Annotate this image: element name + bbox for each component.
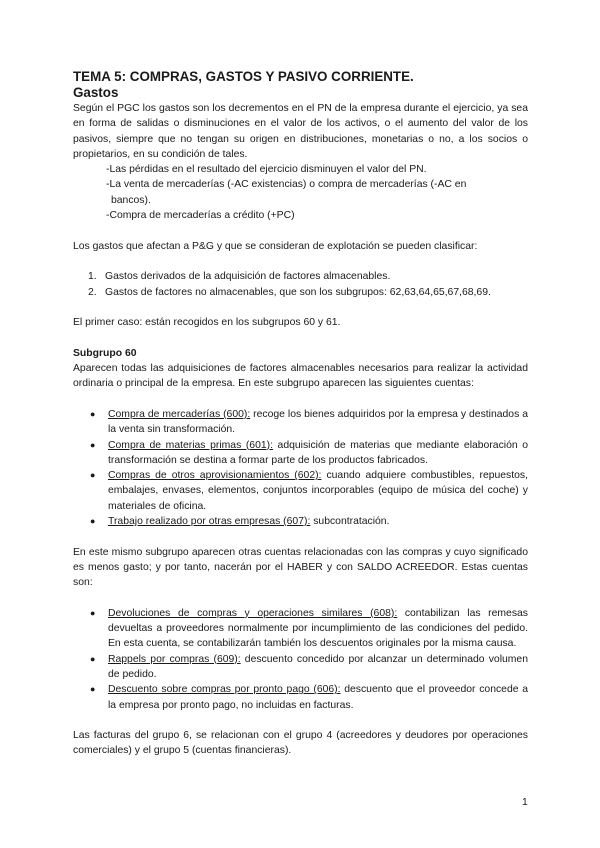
dash-item: -La venta de mercaderías (-AC existencias) o compra de mercaderías (-AC en [106, 179, 467, 191]
account-term: Devoluciones de compras y operaciones similares (608): [108, 607, 398, 619]
account-desc: cuando adquiere combustibles, repuestos, embalajes, envases, elementos, conjuntos incorporables (equipo de música del coche) y materiales de oficina. [108, 470, 528, 512]
classify-paragraph: Los gastos que afectan a P&G y que se consideran de explotación se pueden clasificar: [73, 240, 478, 252]
list-item [73, 652, 528, 683]
dash-list [73, 162, 528, 223]
intro-paragraph: Según el PGC los gastos son los decrementos en el PN de la empresa durante el ejercicio, ya sea en forma de salidas o disminuciones en el valor de los activos, o el aumento del valor de los pasivos, siempre que no tengan su origen en distribuciones, monetarias o no, a los socios o propietarios, en su condición de tales. [73, 103, 528, 160]
list-item [73, 468, 528, 514]
numbered-item [73, 269, 528, 284]
bullet-icon: ● [90, 653, 96, 664]
item-text: Gastos derivados de la adquisición de factores almacenables. [105, 271, 391, 283]
accounts-list [73, 407, 528, 529]
list-item [73, 606, 528, 652]
bullet-icon: ● [90, 684, 96, 695]
list-item [73, 514, 528, 529]
subgroup-title: Subgrupo 60 [73, 347, 137, 359]
item-text: Gastos de factores no almacenables, que son los subgrupos: 62,63,64,65,67,68,69. [105, 286, 491, 298]
dash-item: -Las pérdidas en el resultado del ejercicio disminuyen el valor del PN. [106, 164, 427, 176]
account-desc: descuento concedido por alcanzar un determinado volumen de pedido. [108, 653, 528, 680]
numbered-item [73, 285, 528, 300]
subgroup-intro: Aparecen todas las adquisiciones de factores almacenables necesarios para realizar la actividad ordinaria o principal de la empresa. En este subgrupo aparecen las siguientes cuentas: [73, 363, 528, 390]
page-number: 1 [522, 797, 528, 808]
account-desc: adquisición de materias que mediante elaboración o transformación se destina a formar parte de los productos fabricados. [108, 439, 528, 466]
bullet-icon: ● [90, 607, 96, 618]
bullet-icon: ● [90, 516, 96, 527]
account-term: Compras de otros aprovisionamientos (602): [108, 470, 322, 482]
list-item [73, 407, 528, 438]
bullet-icon: ● [90, 470, 96, 481]
page-content [73, 68, 528, 759]
page-title: TEMA 5: COMPRAS, GASTOS Y PASIVO CORRIENTE. [73, 69, 414, 84]
dash-item: bancos). [111, 194, 151, 206]
account-term: Rappels por compras (609): [108, 653, 241, 665]
list-item [73, 438, 528, 469]
item-number: 2. [88, 286, 97, 298]
account-desc: contabilizan las remesas devueltas a proveedores normalmente por incumplimiento de las condiciones del pedido. En esta cuenta, se contabilizarán también los descuentos originales por la misma causa. [108, 607, 528, 650]
account-desc: subcontratación. [310, 516, 390, 528]
numbered-list [73, 269, 528, 300]
bullet-icon: ● [90, 408, 96, 419]
section-title: Gastos [73, 85, 119, 100]
dash-item: -Compra de mercaderías a crédito (+PC) [106, 210, 295, 222]
closing-paragraph: Las facturas del grupo 6, se relacionan con el grupo 4 (acreedores y deudores por operaciones comerciales) y el grupo 5 (cuentas financieras). [73, 730, 528, 757]
item-number: 1. [88, 271, 97, 283]
related-paragraph: En este mismo subgrupo aparecen otras cuentas relacionadas con las compras y cuyo significado es menos gasto; y por tanto, nacerán por el HABER y con SALDO ACREEDOR. Estas cuentas son: [73, 546, 528, 589]
account-term: Descuento sobre compras por pronto pago (606): [108, 684, 341, 696]
account-desc: recoge los bienes adquiridos por la empresa y destinados a la venta sin transformación. [108, 408, 529, 436]
account-term: Compra de mercaderías (600): [108, 408, 251, 420]
account-term: Compra de materias primas (601): [108, 439, 273, 451]
related-accounts-list [73, 606, 528, 713]
account-desc: descuento que el proveedor concede a la empresa por pronto pago, no incluidas en facturas. [108, 684, 528, 711]
account-term: Trabajo realizado por otras empresas (607): [108, 516, 311, 528]
first-case-paragraph: El primer caso: están recogidos en los subgrupos 60 y 61. [73, 317, 341, 329]
list-item [73, 682, 528, 713]
bullet-icon: ● [90, 439, 96, 450]
